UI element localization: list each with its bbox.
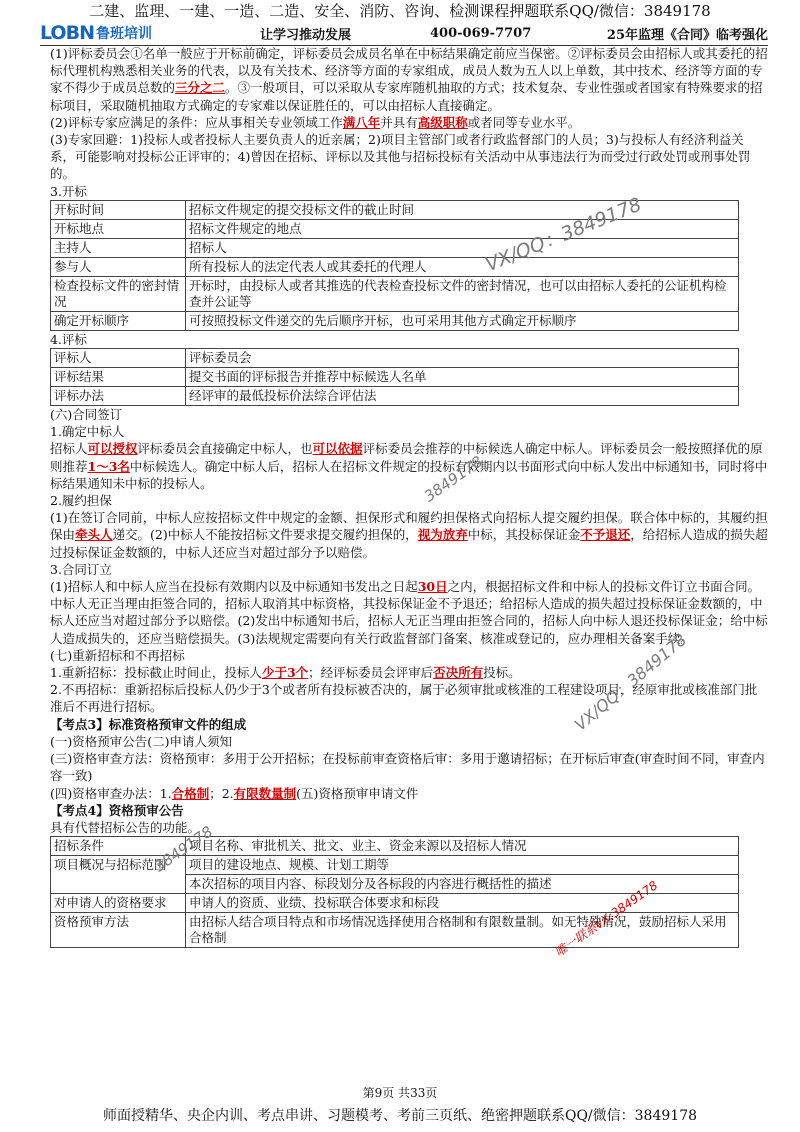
highlight: 满八年 (342, 114, 381, 130)
logo-mark: LOBN (40, 22, 94, 44)
key-point-heading: 【考点3】标准资格预审文件的组成 (50, 716, 247, 732)
watermark-text: VX/QQ：3849178 (482, 193, 645, 277)
highlight: 三分之二 (175, 80, 226, 96)
highlight: 可以依据 (312, 441, 363, 457)
paragraph-committee: (1)评标委员会①名单一般应于开标前确定，评标委员会成员名单在中标结果确定前应当保密。②评标委员会由招标人或其委托的招标代理机构熟悉相关业务的代表，以及有关技术、经济等方面的专家组成，成员人数为五人以上单数，其中技术、经济等方面的专家不得少于成员总数的三分之二。③一般项目，可以采取从专家库随机抽取的方式；技术复杂、专业性强或者国家有特殊要求的招标项目，采取随机抽取方式确定的专家难以保证胜任的，可以由招标人直接确定。 (50, 46, 768, 113)
highlight: 视为放弃 (417, 527, 468, 543)
table-row: 参与人 所有投标人的法定代表人或其委托的代理人 (51, 257, 739, 276)
highlight: 1～3名 (87, 458, 130, 474)
header-slogan: 让学习推动发展 (260, 27, 352, 43)
highlight: 30日 (417, 579, 448, 595)
section-heading: 3.合同订立 (50, 561, 112, 577)
table-row: 项目概况与招标范围 项目的建设地点、规模、计划工期等 (51, 856, 739, 875)
highlight: 合格制 (171, 785, 210, 801)
page-header (40, 22, 768, 44)
footer-banner: 师面授精华、央企内训、考点串讲、习题模考、考前三页纸、绝密押题联系QQ/微信：3849178 (102, 1108, 698, 1124)
section-heading: (七)重新招标和不再招标 (50, 647, 185, 663)
section-heading: 2.履约担保 (50, 493, 112, 509)
paragraph-determine-winner: 招标人可以授权评标委员会直接确定中标人，也可以依据评标委员会推荐的中标候选人确定中标人。评标委员会一般按照择优的原则推荐1～3名中标候选人。确定中标人后，招标人在招标文件规定的投标有效期内以书面形式向中标人发出中标通知书，同时将中标结果通知未中标的投标人。 (50, 441, 768, 491)
page-number: 第9页 共33页 (362, 1086, 438, 1100)
table-row: 开标时间 招标文件规定的提交投标文件的截止时间 (51, 200, 739, 219)
header-phone: 400-069-7707 (430, 25, 532, 41)
section-heading: 1.确定中标人 (50, 424, 125, 440)
table-row: 资格预审方法 由招标人结合项目特点和市场情况选择使用合格制和有限数量制。如无特殊情况，鼓励招标人采用合格制 (51, 913, 739, 948)
highlight: 少于3个 (261, 665, 309, 681)
highlight: 有限数量制 (233, 785, 297, 801)
highlight: 可以授权 (87, 441, 138, 457)
highlight: 否决所有 (433, 665, 484, 681)
paragraph-performance-guarantee: (1)在签订合同前，中标人应按招标文件中规定的金额、担保形式和履约担保格式向招标人提交履约担保。联合体中标的，其履约担保由牵头人递交。(2)中标人不能按招标文件要求提交履约担保的，视为放弃中标，其投标保证金不予退还，给招标人造成的损失超过投标保证金数额的，中标人还应当对超过部分予以赔偿。 (50, 510, 768, 560)
paragraph-contract-conclusion: (1)招标人和中标人应当在投标有效期内以及中标通知书发出之日起30日之内，根据招标文件和中标人的投标文件订立书面合同。中标人无正当理由拒签合同的，招标人取消其中标资格，其投标保证金不予退还；给招标人造成的损失超过投标保证金数额的，中标人还应当对超过部分予以赔偿。(2)发出中标通知书后，招标人无正当理由拒签合同的，招标人向中标人退还投标保证金；给中标人造成损失的，还应当赔偿损失。(3)法规规定需要向有关行政监督部门备案、核准或登记的，应办理相关备案手续。 (50, 579, 768, 646)
table-row: 确定开标顺序 可按照投标文件递交的先后顺序开标，也可采用其他方式确定开标顺序 (51, 311, 739, 330)
paragraph-kd3-line: (四)资格审查办法：1.合格制；2.有限数量制(五)资格预审申请文件 (50, 785, 419, 801)
paragraph-rebid: 1.重新招标：投标截止时间止，投标人少于3个；经评标委员会评审后否决所有投标。 (50, 665, 521, 681)
paragraph-no-rebid: 2.不再招标：重新招标后投标人仍少于3个或者所有投标被否决的，属于必须审批或核准的工程建设项目，经原审批或核准部门批准后不再进行招标。 (50, 682, 758, 715)
paragraph-kd4-intro: 具有代替招标公告的功能。 (50, 819, 201, 835)
table-bid-opening (50, 200, 739, 331)
document-body (50, 45, 768, 948)
table-row: 招标条件 项目名称、审批机关、批文、业主、资金来源以及招标人情况 (51, 837, 739, 856)
table-row: 开标地点 招标文件规定的地点 (51, 219, 739, 238)
top-banner: 二建、监理、一建、一造、二造、安全、消防、咨询、检测课程押题联系QQ/微信：3849178 (89, 2, 711, 20)
table-row: 评标结果 提交书面的评标报告并推荐中标候选人名单 (51, 368, 739, 387)
table-row: 评标办法 经评审的最低投标价法综合评估法 (51, 387, 739, 406)
section-heading: 4.评标 (50, 331, 87, 347)
table-row: 检查投标文件的密封情况 开标时，由投标人或者其推选的代表检查投标文件的密封情况，也可以由招标人委托的公证机构检查并公证等 (51, 276, 739, 311)
section-heading: 3.开标 (50, 183, 87, 199)
paragraph-expert-conditions: (2)评标专家应满足的条件：应从事相关专业领域工作满八年并具有高级职称或者同等专业水平。 (50, 114, 581, 130)
paragraph-kd3-line: (三)资格审查方法：资格预审：多用于公开招标；在投标前审查资格后审：多用于邀请招标；在开标后审查(审查时间不同，审查内容一致) (50, 751, 765, 784)
logo-name: 鲁班培训 (95, 26, 152, 42)
section-heading: (六)合同签订 (50, 407, 123, 423)
paragraph-expert-recusal: (3)专家回避：1)投标人或者投标人主要负责人的近亲属；2)项目主管部门或者行政监督部门的人员；3)与投标人有经济利益关系，可能影响对投标公正评审的；4)曾因在招标、评标以及其他与招标投标有关活动中从事违法行为而受过行政处罚或刑事处罚的。 (50, 132, 751, 182)
table-row: 评标人 评标委员会 (51, 349, 739, 368)
highlight: 不予退还 (580, 527, 631, 543)
watermark-text: 3849178 (150, 822, 216, 876)
watermark-text: 3849178 (420, 452, 486, 506)
table-row: 主持人 招标人 (51, 238, 739, 257)
watermark-text: VX/QQ：3849178 (570, 630, 691, 735)
table-prequalification-notice (50, 836, 739, 948)
highlight: 牵头人 (75, 527, 113, 543)
table-row: 对申请人的资格要求 申请人的资质、业绩、投标联合体要求和标段 (51, 894, 739, 913)
key-point-heading: 【考点4】资格预审公告 (50, 802, 184, 818)
logo (40, 22, 152, 44)
watermark-text: 唯一联系VX:3849178 (552, 878, 661, 960)
table-bid-evaluation (50, 348, 739, 406)
paragraph-kd3-line: (一)资格预审公告(二)申请人须知 (50, 733, 233, 749)
table-row: 本次招标的项目内容、标段划分及各标段的内容进行概括性的描述 (51, 875, 739, 894)
highlight: 高级职称 (417, 114, 468, 130)
header-course-title: 25年监理《合同》临考强化 (606, 27, 768, 43)
